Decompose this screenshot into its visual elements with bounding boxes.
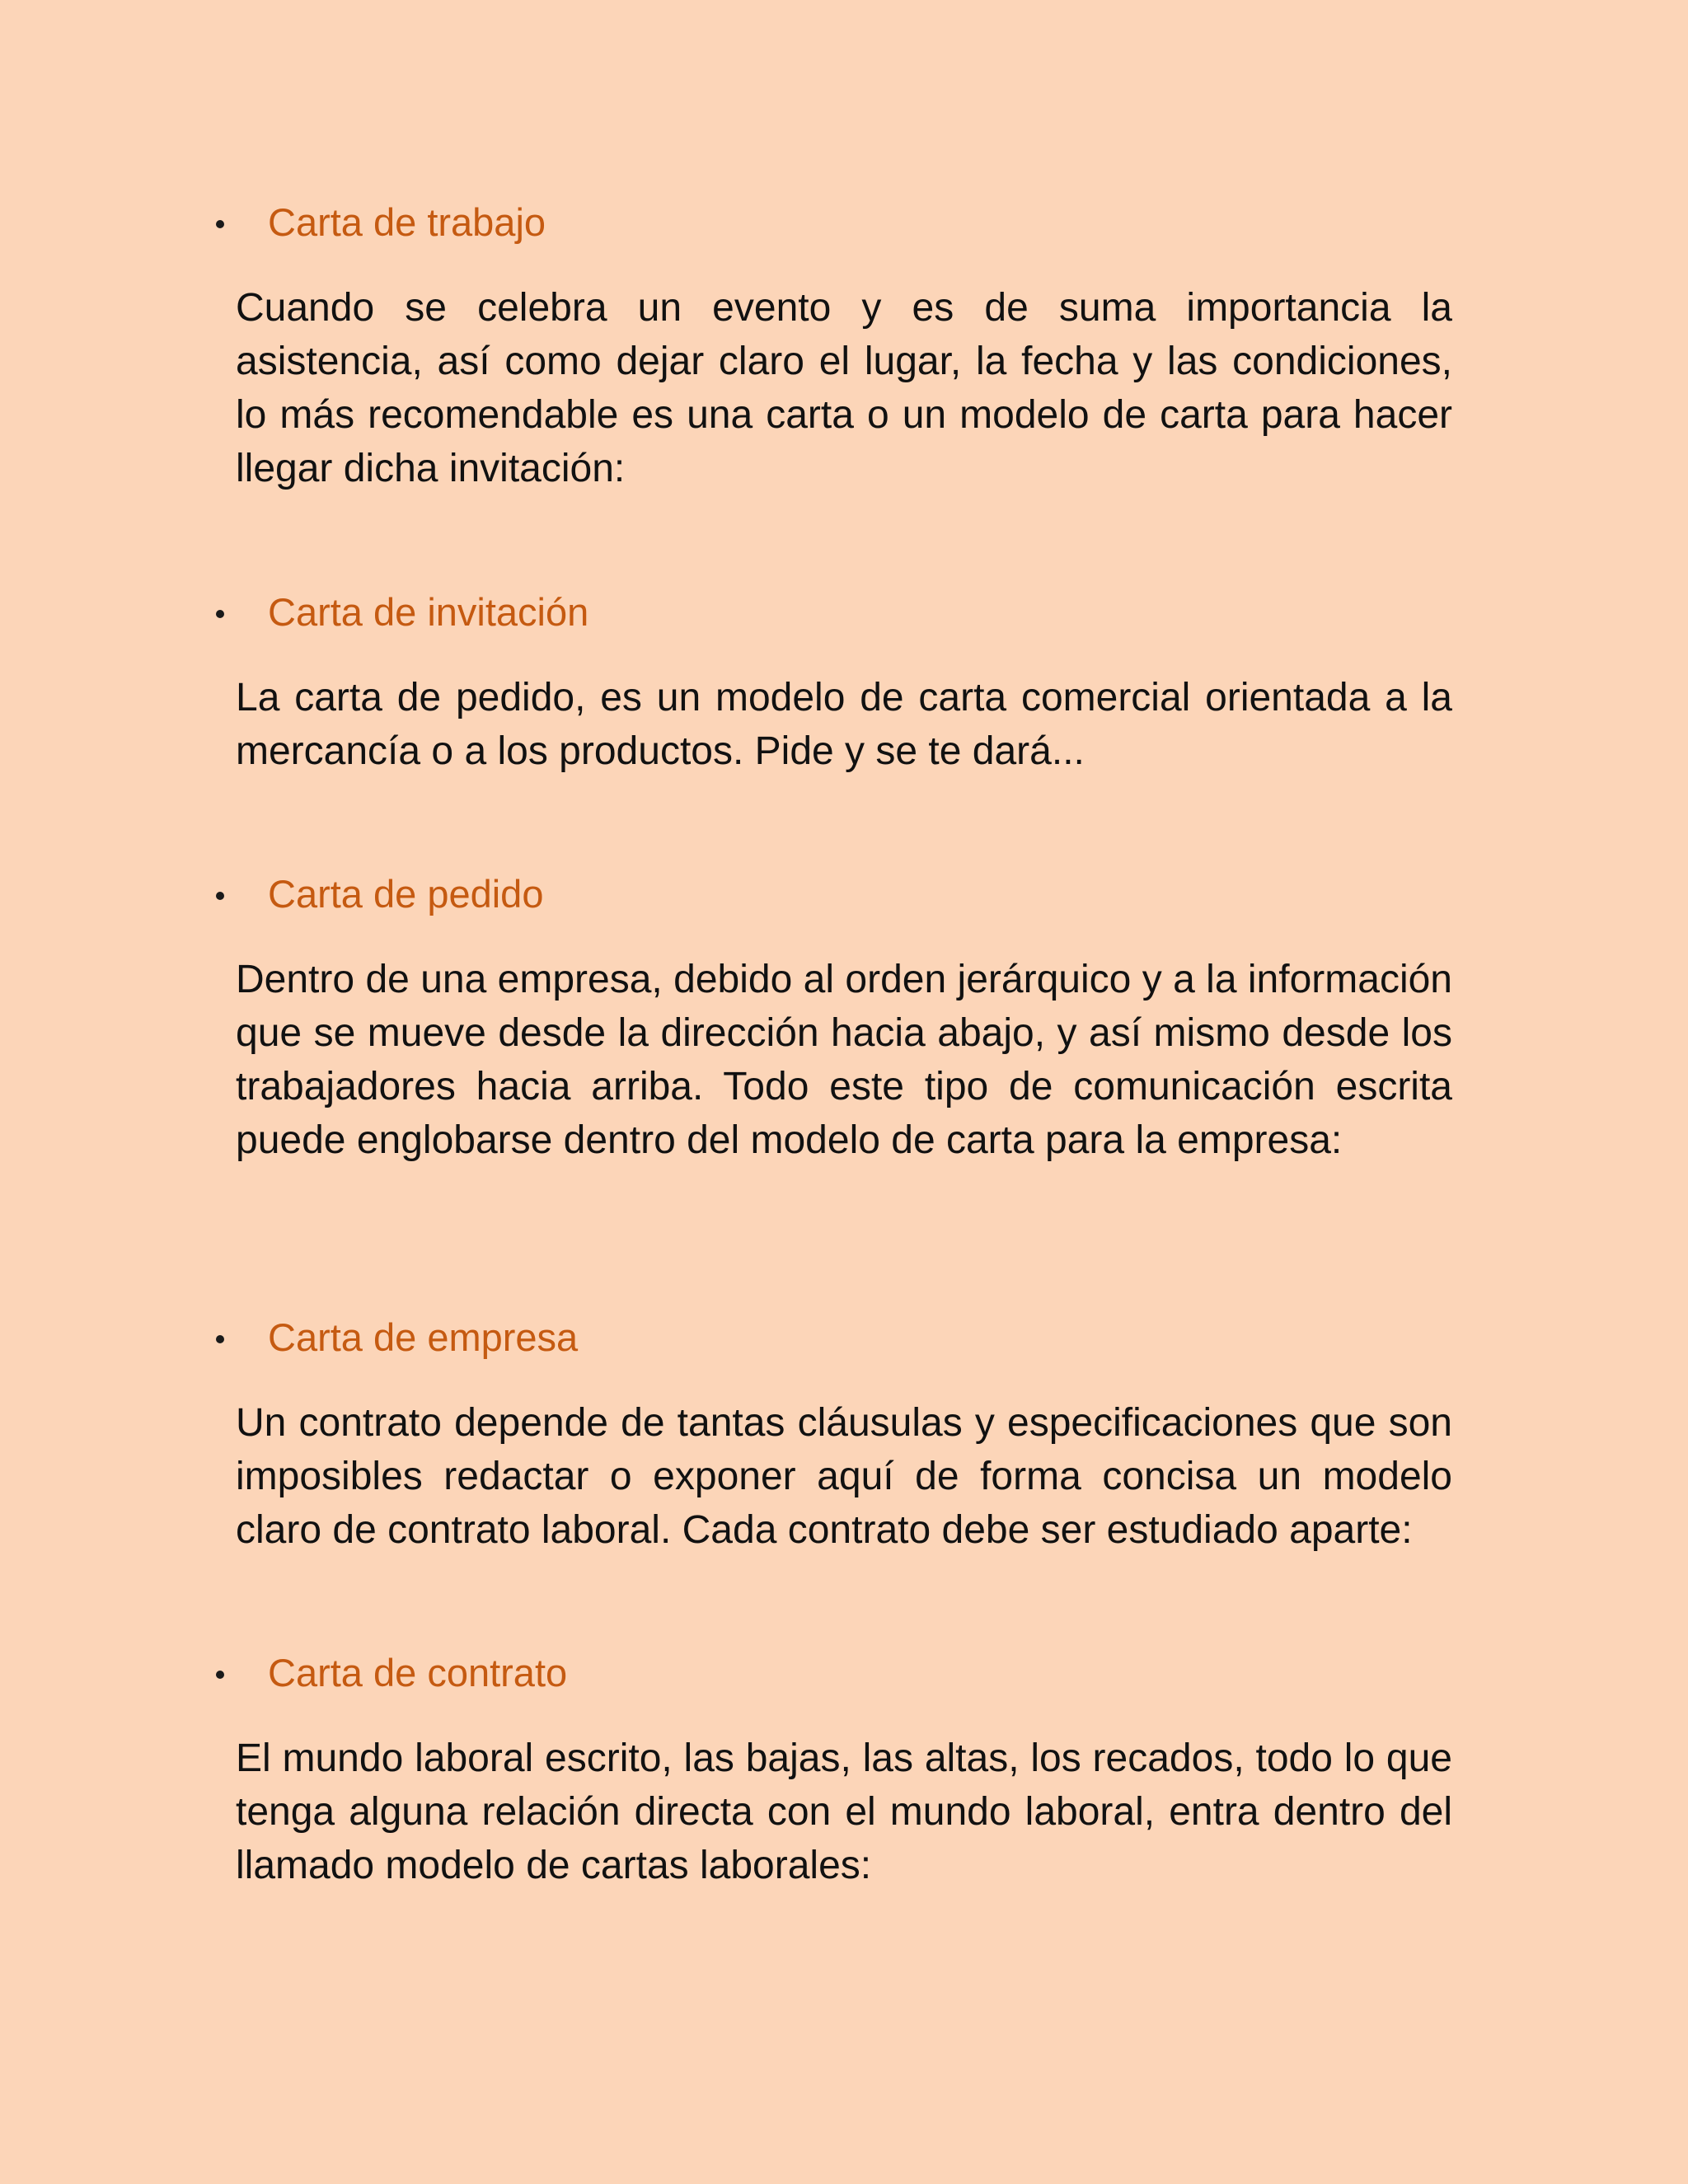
bullet-icon [216,1671,224,1679]
bullet-icon [216,220,224,228]
list-item-heading [216,583,1452,641]
list-item-heading [216,1309,1452,1366]
paragraph: Un contrato depende de tantas cláusulas y especificaciones que son imposibles redactar o exponer aquí de forma concisa un modelo claro de contrato laboral. Cada contrato debe ser estudiado aparte: [236,1401,1452,1552]
bullet-icon [216,610,224,618]
list-item [216,1309,1452,1552]
list-item [216,1644,1452,1887]
paragraph: Cuando se celebra un evento y es de suma importancia la asistencia, así como dejar claro el lugar, la fecha y las condiciones, lo más recomendable es una carta o un modelo de carta para hacer llegar dicha invitación: [236,286,1452,490]
list-item [216,865,1452,1162]
heading-text: Carta de contrato [268,1651,568,1694]
bullet-icon [216,1335,224,1343]
list-item-heading [216,1644,1452,1702]
heading-text: Carta de pedido [268,872,544,916]
paragraph: La carta de pedido, es un modelo de carta comercial orientada a la mercancía o a los productos. Pide y se te dará... [236,676,1452,773]
list-item-heading [216,865,1452,923]
list-item [216,583,1452,773]
list-item-heading [216,194,1452,251]
heading-text: Carta de empresa [268,1315,579,1359]
paragraph: El mundo laboral escrito, las bajas, las altas, los recados, todo lo que tenga alguna relación directa con el mundo laboral, entra dentro del llamado modelo de cartas laborales: [236,1736,1452,1887]
heading-text: Carta de invitación [268,590,589,634]
heading-text: Carta de trabajo [268,200,546,244]
bullet-icon [216,892,224,900]
paragraph: Dentro de una empresa, debido al orden jerárquico y a la información que se mueve desde la dirección hacia abajo, y así mismo desde los trabajadores hacia arriba. Todo este tipo de comunicación escrita puede englobarse dentro del modelo de carta para la empresa: [236,958,1452,1162]
list-item [216,194,1452,490]
